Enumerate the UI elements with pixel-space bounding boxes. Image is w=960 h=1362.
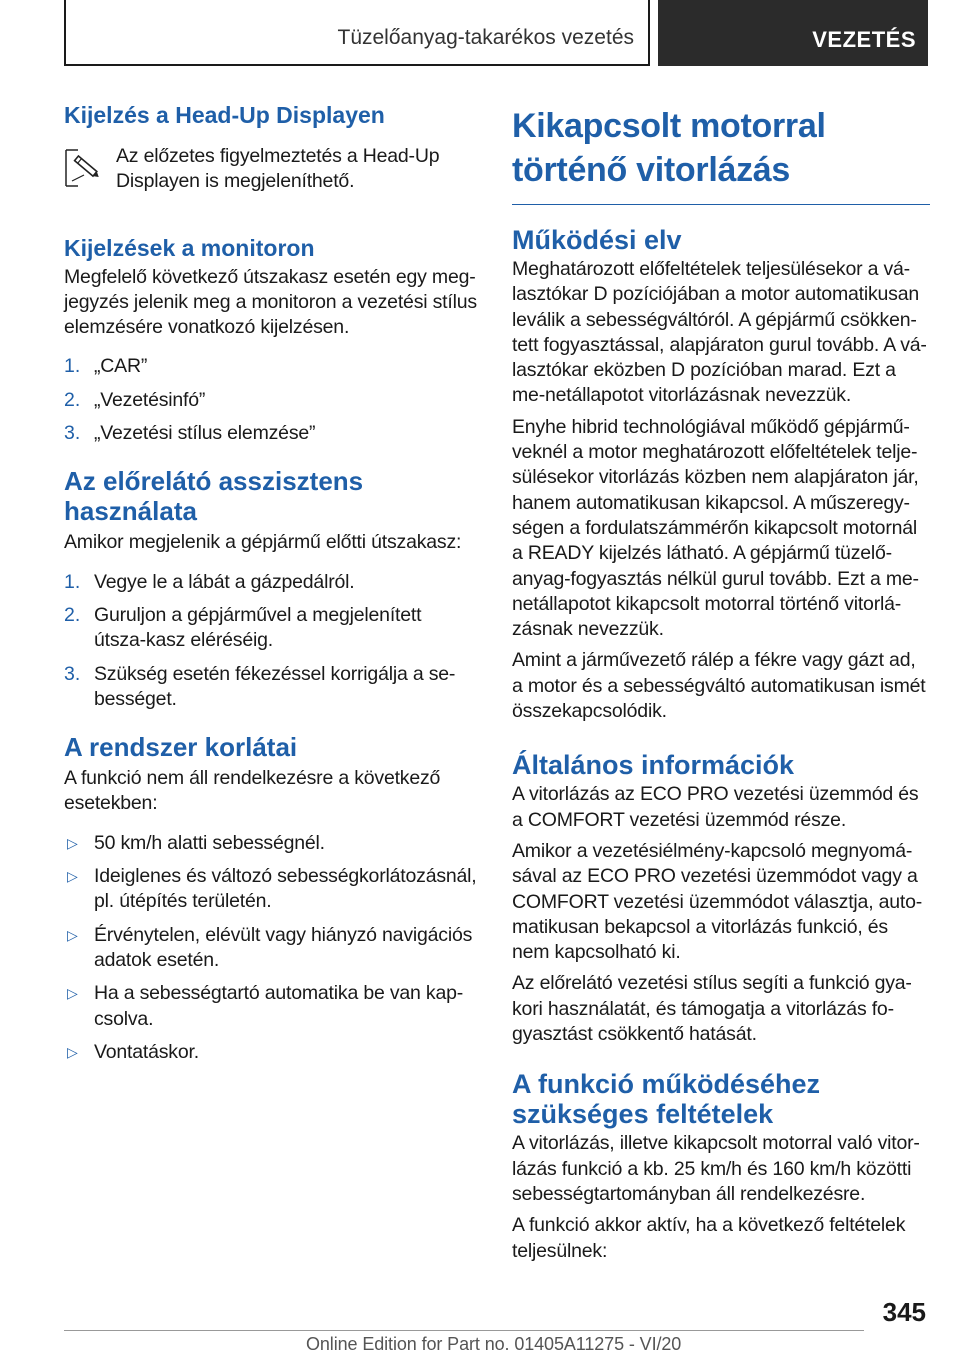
heading-rule (512, 204, 930, 205)
left-column (64, 100, 478, 1073)
triangle-bullet-icon: ▷ (67, 834, 78, 851)
triangle-bullet-icon: ▷ (67, 1043, 78, 1060)
requirements-p2: A funkció akkor aktív, ha a következő feltételek teljesülnek: (512, 1214, 906, 1262)
triangle-bullet-icon: ▷ (67, 926, 78, 943)
limits-text: A funkció nem áll rendelkezésre a következő esetekben: (64, 767, 441, 815)
monitor-heading: Kijelzések a monitoron (64, 234, 315, 261)
footer-divider (64, 1330, 864, 1331)
triangle-bullet-icon: ▷ (67, 985, 78, 1002)
general-p3: Az előrelátó vezetési stílus segíti a funkció gya-kori használatát, és támogatja a vitorlázás fo-gyasztást csökkentő hatását. (512, 972, 912, 1046)
list-item: 1. Vegye le a lábát a gázpedálról. (64, 570, 355, 593)
list-item: ▷ Érvénytelen, elévült vagy hiányzó navigációs adatok esetén. (64, 923, 478, 974)
general-p2: Amikor a vezetésiélmény-kapcsoló megnyomá-sával az ECO PRO vezetési üzemmódot vagy a COMFORT vezetési üzemmódot választja, auto-matikusan bekapcsol a vitorlázás funkció, és nem kapcsolható ki. (512, 839, 923, 964)
chapter-title: VEZETÉS (812, 27, 916, 52)
list-item: 2. Guruljon a gépjárművel a megjelenített útsza-kasz eléréséig. (64, 603, 422, 652)
limits-list (64, 831, 478, 1065)
list-item: ▷ 50 km/h alatti sebességnél. (64, 831, 478, 856)
list-item: 1. „CAR” (64, 355, 148, 378)
principle-p1: Meghatározott előfeltételek teljesülésekor a vá-lasztókar D pozíciójában a motor automatikusan leválik a sebességváltóról. A gépjármű csökken-tett fogyasztással, alapjáraton gurul tovább. A vá-lasztókar eközben D pozícióban marad. Ezt a me-netállapotot vitorlázásnak nevezzük. (512, 258, 927, 407)
right-column (512, 100, 930, 1264)
principle-p3: Amint a járművezető rálép a fékre vagy gázt ad, a motor és a sebességváltó automatikusan ismét összekapcsolódik. (512, 649, 926, 723)
list-item: 3. „Vezetési stílus elemzése” (64, 422, 316, 445)
page-number: 345 (882, 1297, 926, 1327)
section-tab (64, 0, 650, 66)
requirements-heading: A funkció működéséhez szükséges feltételek (512, 1069, 821, 1130)
triangle-bullet-icon: ▷ (67, 868, 78, 885)
list-item: ▷ Vontatáskor. (64, 1040, 478, 1065)
hud-heading: Kijelzés a Head-Up Displayen (64, 102, 385, 128)
hud-note-text: Az előzetes figyelmeztetés a Head-Up Displayen is megjeleníthető. (116, 145, 440, 193)
general-heading: Általános információk (512, 750, 795, 781)
usage-text: Amikor megjelenik a gépjármű előtti útszakasz: (64, 531, 462, 554)
monitor-list (64, 354, 478, 446)
hud-note (64, 144, 478, 195)
requirements-p1: A vitorlázás, illetve kikapcsolt motorral való vitor-lázás funkció a kb. 25 km/h és 160 km/h közötti sebességtartományban áll rendelkezésre. (512, 1132, 920, 1205)
section-title: Tüzelőanyag-takarékos vezetés (337, 26, 634, 49)
limits-heading: A rendszer korlátai (64, 732, 298, 763)
list-item: ▷ Ideiglenes és változó sebességkorlátozásnál, pl. útépítés területén. (64, 864, 478, 915)
list-item: ▷ Ha a sebességtartó automatika be van kap-csolva. (64, 981, 478, 1032)
usage-list (64, 570, 478, 712)
principle-p2: Enyhe hibrid technológiával működő gépjármű-veknél a motor meghatározott előfeltételek telje-sülésekor vitorlázás közben nem alapjáraton jár, hanem automatikusan kikapcsol. A műszeregy-ségen a fordulatszámmérőn kikapcsolt motornál a READY kijelzés látható. A gépjármű tüzelő-anyag-fogyasztás nélkül gurul tovább. Ezt a me-netállapotot kikapcsolt motorral történő vitorlá-zásnak nevezzük. (512, 415, 919, 641)
general-p1: A vitorlázás az ECO PRO vezetési üzemmód és a COMFORT vezetési üzemmód része. (512, 783, 919, 831)
list-item: 3. Szükség esetén fékezéssel korrigálja a se-bességet. (64, 662, 456, 710)
list-item: 2. „Vezetésinfó” (64, 388, 206, 411)
monitor-text: Megfelelő következő útszakasz esetén egy meg-jegyzés jelenik meg a monitoron a vezetési stílus elemzésére vonatkozó kijelzésen. (64, 265, 477, 339)
edition-footer: Online Edition for Part no. 01405A11275 - VI/20 (306, 1334, 682, 1354)
note-pencil-icon (64, 148, 104, 188)
principle-heading: Működési elv (512, 225, 682, 255)
main-heading: Kikapcsolt motorral történő vitorlázás (512, 107, 826, 189)
usage-heading: Az előrelátó asszisztens használata (64, 466, 364, 527)
chapter-tab (658, 0, 928, 66)
page-header (64, 0, 928, 66)
